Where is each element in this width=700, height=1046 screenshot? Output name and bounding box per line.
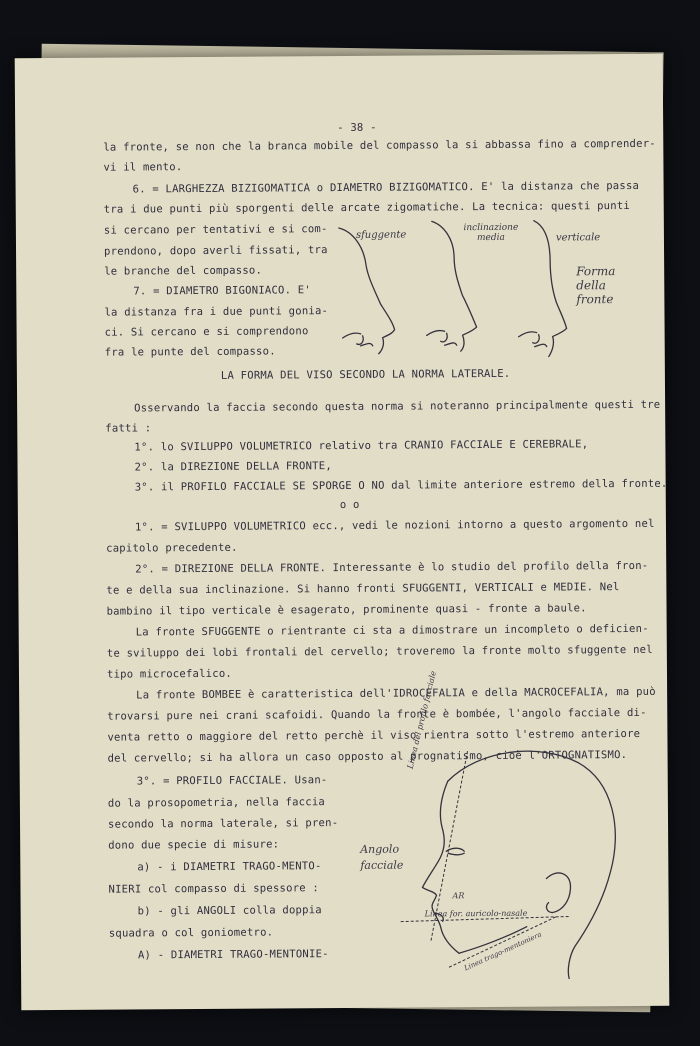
- label-sfuggente: sfuggente: [355, 229, 407, 241]
- text-line: NIERI col compasso di spessore :: [108, 882, 320, 896]
- text-line: del cervello; si ha allora un caso opposto al prognatismo, cioè l'ORTOGNATISMO.: [107, 749, 628, 765]
- figure-caption-forma-fronte: Forma della fronte: [576, 264, 616, 307]
- text-line: Osservando la faccia secondo questa norma si noteranno principalmente questi tre: [134, 398, 661, 415]
- separator: o o: [339, 498, 360, 512]
- text-line: 1°. = SVILUPPO VOLUMETRICO ecc., vedi le nozioni intorno a questo argomento nel: [134, 517, 655, 534]
- text-line: a) - i DIAMETRI TRAGO-MENTO-: [137, 860, 322, 874]
- text-line: bambino il tipo verticale è esagerato, prominente quasi - fronte a baule.: [106, 602, 587, 618]
- text-line: te sviluppo dei lobi frontali del cervello; troveremo la fronte molto sfuggente nel: [106, 643, 653, 660]
- label-ar: AR: [452, 891, 465, 901]
- text-line: dono due specie di misure:: [108, 838, 280, 852]
- section-heading: LA FORMA DEL VISO SECONDO LA NORMA LATERALE.: [220, 367, 511, 382]
- text-line: vi il mento.: [103, 161, 183, 174]
- text-line: squadra o col goniometro.: [108, 926, 274, 940]
- text-line: si cercano per tentativi e si com-: [103, 223, 328, 237]
- text-line: venta retto o maggiore del retto perchè il viso rientra sotto l'estremo anteriore: [107, 727, 641, 744]
- text-line: 2°. la DIREZIONE DELLA FRONTE,: [134, 460, 332, 474]
- label-verticale: verticale: [555, 232, 601, 244]
- text-line: La fronte BOMBEE è caratteristica dell'IDROCEFALIA e della MACROCEFALIA, ma può: [136, 685, 656, 702]
- text-line: 2°. = DIREZIONE DELLA FRONTE. Interessante è lo studio del profilo della fron-: [135, 559, 649, 576]
- text-line: la fronte, se non che la branca mobile del compasso la si abbassa fino a comprender-: [103, 137, 656, 154]
- label-linea-profilo: Linea del profilo facciale: [405, 670, 438, 770]
- text-line: secondo la norma laterale, si pren-: [107, 817, 339, 831]
- text-line: la distanza fra i due punti gonia-: [104, 305, 329, 319]
- text-line: ci. Si cercano e si comprendono: [104, 325, 309, 339]
- text-line: fatti :: [105, 422, 152, 435]
- text-line: te e della sua inclinazione. Si hanno fronti SFUGGENTI, VERTICALI e MEDIE. Nel: [106, 581, 620, 597]
- text-line: prendono, dopo averli fissati, tra: [103, 244, 328, 258]
- label-inclinazione-media: inclinazione media: [463, 222, 519, 244]
- text-line: 6. = LARGHEZZA BIZIGOMATICA o DIAMETRO BIZIGOMATICO. E' la distanza che passa: [132, 179, 640, 196]
- text-line: tipo microcefalico.: [106, 667, 233, 681]
- text-line: tra i due punti più sporgenti delle arcate zigomatiche. La tecnica: questi punti: [103, 199, 631, 216]
- text-line: trovarsi pure nei crani scafoidi. Quando la fronte è bombée, l'angolo facciale di-: [107, 706, 647, 723]
- text-line: 7. = DIAMETRO BIGONIACO. E': [133, 284, 311, 298]
- text-line: capitolo precedente.: [106, 541, 238, 555]
- label-linea-auricolo-nasale: Linea for. auricolo-nasale: [424, 908, 528, 919]
- text-line: le branche del compasso.: [104, 264, 263, 278]
- label-angolo-facciale: Angolo facciale: [360, 842, 404, 872]
- text-line: 3°. = PROFILO FACCIALE. Usan-: [136, 774, 328, 788]
- text-line: A) - DIAMETRI TRAGO-MENTONIE-: [137, 948, 329, 962]
- text-line: La fronte SFUGGENTE o rientrante ci sta a dimostrare un incompleto o deficien-: [135, 622, 649, 639]
- page-number: - 38 -: [337, 121, 377, 135]
- text-line: fra le punte del compasso.: [104, 345, 276, 359]
- text-line: 3°. il PROFILO FACCIALE SE SPORGE O NO dal limite anteriore estremo della fronte.: [134, 477, 668, 494]
- text-line: b) - gli ANGOLI colla doppia: [137, 904, 322, 918]
- label-linea-trago-mentoniera: Linea trago-mentoniera: [463, 930, 543, 973]
- text-line: 1°. lo SVILUPPO VOLUMETRICO relativo tra CRANIO FACCIALE E CEREBRALE,: [134, 438, 589, 454]
- text-line: do la prosopometria, nella faccia: [107, 796, 326, 810]
- document-page: [15, 54, 670, 1011]
- forehead-shapes-figure: [334, 216, 625, 363]
